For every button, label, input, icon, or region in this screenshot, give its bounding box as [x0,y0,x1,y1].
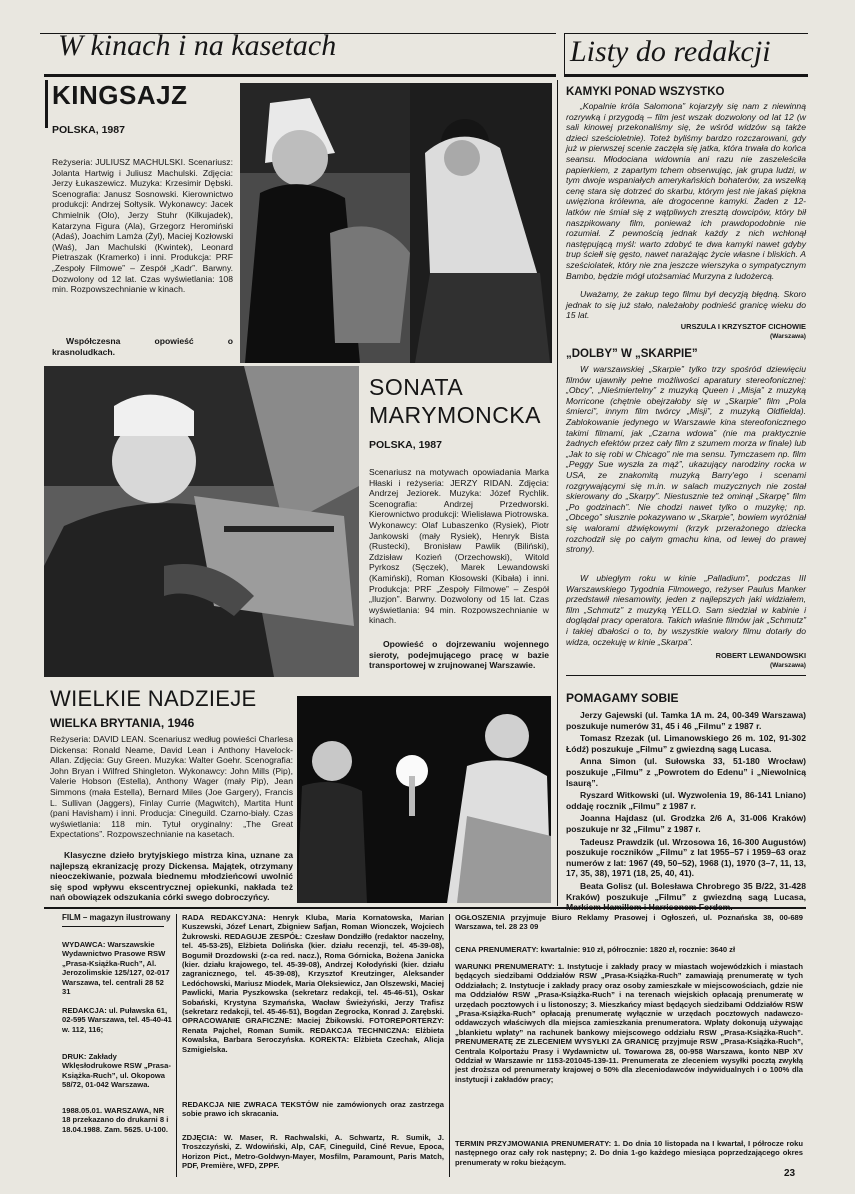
dolby-signature: ROBERT LEWANDOWSKI [715,651,806,660]
footer-cena: CENA PRENUMERATY: kwartalnie: 910 zł, półrocznie: 1820 zł, rocznie: 3640 zł [455,945,736,954]
footer-divider-1 [176,914,177,1177]
kingsajz-credits: Reżyseria: JULIUSZ MACHULSKI. Scenariusz: Jolanta Hartwig i Juliusz Machulski. Zdjęcia: Jerzy Łukaszewicz. Muzyka: Krzesimir Dębski. Scenografia: Janusz Sosnowski. Kierownictwo produkcji: Andrzej Sołtysik. Wykonawcy: Jacek Chmielnik (Olo), Jerzy Stuhr (Kilkujadek), Katarzyna Figura (Ala), Grzegorz Heromiński (Adaś), Joachim Lamża (Żyl), Maciej Kozłowski (Waś), Jan Machulski (Kwintek), Leonard Pietraszak (Kramerko) i inni. Produkcja: PRF „Zespoły Filmowe” – Zespół „Kadr”. Barwny. Dozwolony od 12 lat. Czas wyświetlania: 108 min. Rozpowszechnianie w kinach. [52,157,233,295]
column-divider [557,80,558,906]
footer-magazine-underline [62,926,164,927]
kamyki-body: „Kopalnie króla Salomona” kojarzyły się nam z niewinną rozrywką i przygodą – film jest wszak dozwolony od lat 12 (w sali kinowej przekonaliśmy się, że wśród widzów są także dzieci sześcioletnie). Toteż byliśmy bardzo rozczarowani, gdy już w pierwszej scenie zaczęła się jatka, która trwała do końca seansu. Młodociana widownia ani razu nie zaszeleściła papierkiem, z zapartym tchem obserwując, jak grupa ludzi, w tym dwoje wspaniałych amerykańskich bohaterów, za wszelką cenę stara się dotrzeć do skarbu, którym jest nie jakaś piękna uwięziona królewna, ale drogocenne kamyki. Żaden z 12-latków nie śmiał się z wątpliwych zresztą dowcipów, który bił naszpikowany film, ponieważ ich prawdopodobnie nie rozumiał. Z pewnością jednak każdy z nich wchłonął następującą myśl: warto zdobyć te dwa kamyki nawet gdyby trup ściełł się gęsto, nawet narażając życie własne i bliskich. A sześciolatek, który nie zna jeszcze wierszyka o sympatycznym Bambo, będzie mógł utożsamiać Murzyna z ludożercą. [566,101,806,281]
kingsajz-summary: Współczesna opowieść o krasnoludkach. [52,336,233,357]
pomagamy-entry: Anna Simon (ul. Sułowska 33, 51-180 Wrocław) poszukuje „Filmu” z „Powrotem do Edenu” i „Niewolnicą Isaurą”. [566,756,806,788]
left-header-underline [44,74,556,77]
footer-warunki: WARUNKI PRENUMERATY: 1. Instytucje i zakłady pracy w miastach wojewódzkich i miastach będących siedzibami Oddziałów RSW „Prasa-Książka-Ruch” zamawiają prenumeratę w tych Oddziałach; 2. Instytucje i zakłady pracy oraz osoby zamieszkałe w miejscowościach, gdzie nie ma Oddziałów RSW „Prasa-Książka-Ruch” i na terenach wiejskich opłacają prenumeratę w urzędach pocztowych i u listonoszy; 3. Mieszkańcy miast będących siedzibami Oddziałów RSW „Prasa-Książka-Ruch” opłacają prenumeratę wyłącznie w urzędach pocztowych nadawczo-oddawczych właściwych dla miejsca zamieszkania prenumeratora. Wpłaty dokonują używając „blankietu wpłaty” na rachunek bankowy miejscowego oddziału RSW „Prasa-Książka-Ruch”. PRENUMERATĘ ZE ZLECENIEM WYSYŁKI ZA GRANICĘ przyjmuje RSW „Prasa-Książka-Ruch”, Centrala Kolportażu Prasy i Wydawnictw ul. Towarowa 28, 00-958 Warszawa, konto NBP XV Oddział w Warszawie nr 1153-201045-139-11. Prenumerata ze zleceniem wysyłki pocztą zwykłą jest droższa od prenumeraty krajowej o 50% dla zleceniodawców indywidualnych i o 100% dla instytucji i zakładów pracy; [455,962,803,1084]
page-number: 23 [784,1168,796,1179]
left-section-title: W kinach i na kasetach [58,29,337,62]
kamyki-city: (Warszawa) [769,333,806,340]
sonata-photo [44,366,359,677]
wielkie-credits: Reżyseria: DAVID LEAN. Scenariusz według powieści Charlesa Dickensa: Ronald Neame, David Lean i Anthony Havelock-Allan. Zdjęcia: Guy Green. Muzyka: Walter Goehr. Scenografia: John Bryan i Wilfred Shingleton. Wykonawcy: John Mills (Pip), Valerie Hobson (Estella), Anthony Wager (mały Pip), Jean Simmons (mała Estella), Bernard Miles (Joe Gargery), Francis L. Sullivan (Jaggers), Finlay Currie (Magwitch), Martita Hunt (pani Havisham) i inni. Producja: Cineguild. Czarno-biały. Czas wyświetlania: 118 min. Tytuł oryginalny: „The Great Expectations”. Rozpowszechnianie na kasetach. [50,734,293,840]
kingsajz-photo [240,83,552,363]
footer-termin: TERMIN PRZYJMOWANIA PRENUMERATY: 1. Do dnia 10 listopada na I kwartał, I półrocze roku następnego oraz cały rok następny; 2. Do dnia 1-go każdego miesiąca poprzedzającego okres prenumeraty w roku bieżącym. [455,1139,803,1167]
pomagamy-title: POMAGAMY SOBIE [566,691,679,705]
kamyki-signature: URSZULA I KRZYSZTOF CICHOWIE [680,322,806,331]
footer-top-rule [44,907,806,909]
footer-divider-2 [449,914,450,1177]
pomagamy-list [566,708,806,913]
pomagamy-entry: Ryszard Witkowski (ul. Wyzwolenia 19, 86-141 Lniano) oddaję rocznik „Filmu” z 1987 r. [566,790,806,811]
wielkie-photo [297,696,551,903]
right-header-underline [564,74,808,77]
kingsajz-left-bar [45,80,48,128]
footer-redakcja: REDAKCJA: ul. Puławska 61, 02-595 Warszawa, tel. 45-40-41 w. 112, 116; [62,1006,172,1034]
pomagamy-entry: Tadeusz Prawdzik (ul. Wrzosowa 16, 16-300 Augustów) poszukuje roczników „Filmu” z lat 1955–57 i 1959–63 oraz numerów z lat: 1967 (49, 50–52), 1968 (1), 1970 (3–7, 11, 13, 17, 35, 38), 1971 (18, 25, 40, 41). [566,836,806,879]
right-section-title: Listy do redakcji [570,35,771,68]
wielkie-country: WIELKA BRYTANIA, 1946 [50,716,195,730]
sonata-credits: Scenariusz na motywach opowiadania Marka Hłaski i reżyseria: JERZY RIDAN. Zdjęcia: Andrzej Jeziorek. Muzyka: Józef Rychlik. Scenografia: Andrzej Przedworski. Kierownictwo produkcji: Wielisława Piotrowska. Wykonawcy: Olaf Lubaszenko (Rysiek), Piotr Jankowski (mały Rysiek), Henryk Bista (Rustecki), Bronisław Pawlik (Biliński), Zdzisław Kozień (Orzechowski), Witold Pyrkosz (Sęczek), Marek Lewandowski (Kamiński), Roman Kłosowski (Kibała) i inni. Produkcja: PRF „Zespoły Filmowe” – Zespół „Iluzjon”. Barwny. Dozwolony od 15 lat. Czas wyświetlania: 94 min. Rozpowszechnianie w kinach. [369,467,549,626]
sonata-summary: Opowieść o dojrzewaniu wojennego sieroty, podejmującego pracę w bazie transportowej w zrujnowanej Warszawie. [369,639,549,671]
pomagamy-rule [566,675,806,676]
sonata-country: POLSKA, 1987 [369,439,442,451]
footer-ogloszenia: OGŁOSZENIA przyjmuje Biuro Reklamy Prasowej i Ogłoszeń, ul. Poznańska 38, 00-689 Warszawa, tel. 28 23 09 [455,913,803,932]
footer-redakcja-nie: REDAKCJA NIE ZWRACA TEKSTÓW nie zamówionych oraz zastrzega sobie prawo ich skracania. [182,1100,444,1119]
kingsajz-country: POLSKA, 1987 [52,124,125,136]
dolby-city: (Warszawa) [769,662,806,669]
footer-rada: RADA REDAKCYJNA: Henryk Kluba, Maria Kornatowska, Marian Kuszewski, Józef Lenart, Zbigniew Safjan, Roman Wionczek, Wojciech Żukrowski. REDAGUJE ZESPÓŁ: Czesław Dondziłło (redaktor naczelny, tel. 45-53-25), Elżbieta Dolińska (kier. działu recenzji, tel. 45-39-08), Bogumił Drozdowski (z-ca red. nacz.), Roma Górnicka, Bożena Janicka (kier. działu krajowego, tel. 45-39-08), Andrzej Kołodyński (kier. działu zagranicznego, tel. 45-39-08), Krzysztof Kreutzinger, Aleksander Ledóchowski, Mariusz Miodek, Maria Oleksiewicz, Jan Olszewski, Maciej Pawlicki, Maria Pyszkowska (sekretarz redakcji, tel. 45-46-51), Oskar Sobański, Krystyna Szymańska, Wacław Świeżyński, Jerzy Trafisz (sekretarz redakcji, tel. 45-46-51), Bogdan Zegrocka, Konrad J. Zarębski. OPRACOWANIE GRAFICZNE: Maciej Żbikowski. FOTOREPORTERZY: Renata Pajchel, Roman Sumik. REDAKCJA TECHNICZNA: Elżbieta Kowalska, Barbara Seroczyńska. KOREKTA: Elżbieta Czechak, Alicja Szmigielska. [182,913,444,1054]
kamyki-body2: Uważamy, że zakup tego filmu był decyzją błędną. Skoro jednak to się już stało, należałoby podnieść granicę wieku do 15 lat. [566,289,806,321]
footer-druk: DRUK: Zakłady Wklęsłodrukowe RSW „Prasa-Książka-Ruch”, ul. Okopowa 58/72, 01-042 Warszawa. [62,1052,171,1090]
sonata-title-line2: MARYMONCKA [369,402,541,428]
kamyki-title: KAMYKI PONAD WSZYSTKO [566,86,725,98]
sonata-title-line1: SONATA [369,374,464,400]
pomagamy-entry: Jerzy Gajewski (ul. Tamka 1A m. 24, 00-349 Warszawa) poszukuje numerów 31, 45 i 46 „Filmu” z 1987 r. [566,710,806,731]
right-header-box-left [564,33,565,74]
footer-wydawca: WYDAWCA: Warszawskie Wydawnictwo Prasowe RSW „Prasa-Książka-Ruch”, Al. Jerozolimskie 125/127, 02-017 Warszawa, tel. centrali 28 52 31 [62,940,170,997]
dolby-body2: W ubiegłym roku w kinie „Palladium”, podczas III Warszawskiego Tygodnia Filmowego, reżyser Paulus Manker przedstawił niesamowity, jeden z najlepszych jaki widziałem, film „Schmutz” z muzyką YELLO. Sam siedział w kabinie i doglądał pracy operatora. Takich właśnie filmów jak „Schmutz” i takiej dbałości o to, by wszystkie walory filmu dotarły do widza, oczekuję w kinie „Skarpa”. [566,573,806,647]
wielkie-summary: Klasyczne dzieło brytyjskiego mistrza kina, uznane za najlepszą ekranizację prozy Dickensa. Majątek, otrzymany nieoczekiwanie, pozwala biednemu młodzieńcowi uwolnić się spod wpływu ekscentrycznej opiekunki, nakłada też nań obowiązek odszukania córki swego dobroczyńcy. [50,850,293,903]
footer-dates: 1988.05.01. WARSZAWA, NR 18 przekazano do drukarni 8 i 18.04.1988. Zam. 5625. U-100. [62,1106,169,1134]
footer-magazine: FILM – magazyn ilustrowany [62,913,171,922]
dolby-body: W warszawskiej „Skarpie” tylko trzy spośród dziewięciu filmów ujawniły pełne możliwości aparatury stereofonicznej: „Obcy”, „Nieśmiertelny” z muzyką Queen i „Misja” z muzyką Morricone (chętnie obejrzałoby się w „Skarpie” film „Pola śmierci”, innym film twórcy „Misji”, z muzyką Oldfielda). Zablokowanie jedynego w Warszawie kina stereofonicznego takimi filmami, jak „Czarna wdowa” (nie ma praktycznie żadnych efektów przez cały film z szumem morza w finale) lub „Jak to się robi w Chicago” nie ma sensu. Tymczasem np. film „Peggy Sue wyszła za mąż”, ukazujący narodziny rocka w USA, ze znakomitą muzyką Barry'ego i scenami rozgrywającymi się m.in. w salach muzycznych nie został skierowany do „Skarpy”. Niestusznie też ominął „Skarpę” film „Po godzinach”. Nie chodzi nawet tylko o muzykę; np. „Obcego” słusznie pokazywano w „Skarpie”, bowiem wyróżniał się walorami dźwiękowymi (krzyk przerażonego dziecka rozchodził się po całym gmachu kina, od lewej do prawej strony). [566,364,806,555]
pomagamy-entry: Beata Golisz (ul. Bolesława Chrobrego 35 B/22, 31-428 Kraków) poszukuje „Filmu” z gwiezdną sagą Lucasa, [566,880,806,902]
kingsajz-title: KINGSAJZ [52,80,188,110]
footer-zdjecia: ZDJĘCIA: W. Maser, R. Rachwalski, A. Schwartz, R. Sumik, J. Troszczyński, Z. Wdowiński, Alp, CAF, Cineguild, Ciné Revue, Epoca, Horizon Pict., Metro-Goldwyn-Mayer, Mosfilm, Paramount, Paris Match, PDF, Première, WFD, ZPPF. [182,1133,444,1171]
pomagamy-entry: Joanna Hajdasz (ul. Grodzka 2/6 A, 31-006 Kraków) poszukuje nr 32 „Filmu” z 1987 r. [566,813,806,834]
wielkie-title: WIELKIE NADZIEJE [50,686,257,711]
pomagamy-entry: Tomasz Rzezak (ul. Limanowskiego 26 m. 102, 91-302 Łódź) poszukuje „Filmu” z gwiezdną sagą Lucasa. [566,733,806,754]
dolby-title: „DOLBY” W „SKARPIE” [566,348,698,360]
